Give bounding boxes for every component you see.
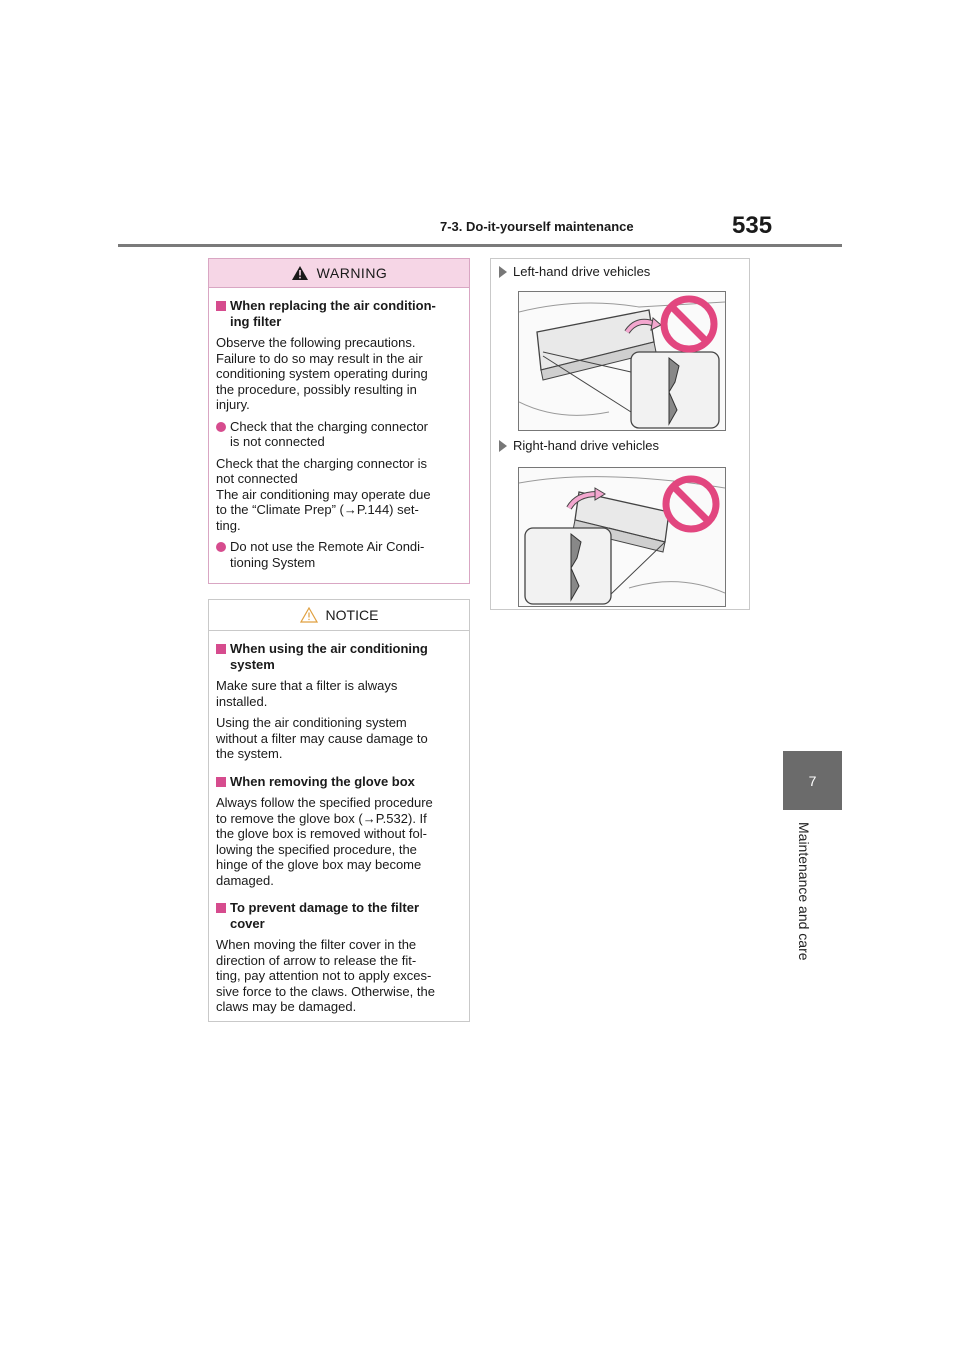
illustration-rhd xyxy=(518,467,726,607)
notice-box xyxy=(208,599,470,1022)
notice-text-1b: Using the air conditioning system without a filter may cause damage to the system. xyxy=(216,715,428,761)
round-bullet-icon xyxy=(216,422,226,432)
warning-box xyxy=(208,258,470,584)
notice-text-3: When moving the filter cover in the direction of arrow to release the fit- ting, pay attention not to apply exces- sive force to the claws. Otherwise, the claws may be damaged. xyxy=(216,937,435,1014)
filter-rhd-drawing xyxy=(519,468,725,606)
notice-triangle-icon xyxy=(300,607,318,623)
notice-header xyxy=(209,600,469,631)
warning-bullet-1-text: Check that the charging connector is not connected The air conditioning may operate due to the “Climate Prep” (→P.144) set- ting. xyxy=(216,455,431,533)
notice-subheading-3: To prevent damage to the filter cover xyxy=(216,900,461,931)
caption-lhd: Left-hand drive vehicles xyxy=(499,264,650,279)
square-bullet-icon xyxy=(216,903,226,913)
page-number: 535 xyxy=(732,212,773,239)
caption-arrow-icon xyxy=(499,266,507,278)
prohibition-icon xyxy=(664,299,714,349)
notice-title: NOTICE xyxy=(325,607,379,623)
warning-bullet-1: Check that the charging connector is not connected xyxy=(216,419,461,450)
chapter-label: Maintenance and care xyxy=(796,822,812,961)
notice-text-1a: Make sure that a filter is always installed. xyxy=(216,678,398,709)
square-bullet-icon xyxy=(216,301,226,311)
prohibition-icon xyxy=(666,479,716,529)
round-bullet-icon xyxy=(216,542,226,552)
warning-title: WARNING xyxy=(316,265,388,281)
illustration-lhd xyxy=(518,291,726,431)
filter-lhd-drawing xyxy=(519,292,725,430)
warning-intro: Observe the following precautions. Failure to do so may result in the air conditioning system operating during the procedure, possibly resulting in injury. xyxy=(216,335,428,412)
warning-bullet-2: Do not use the Remote Air Condi- tioning System xyxy=(216,539,461,570)
warning-subheading: When replacing the air condition- ing filter xyxy=(216,298,461,329)
caption-rhd: Right-hand drive vehicles xyxy=(499,438,659,453)
notice-subheading-2: When removing the glove box xyxy=(216,774,461,790)
figure-box xyxy=(490,258,750,610)
notice-subheading-1: When using the air conditioning system xyxy=(216,641,461,672)
warning-triangle-icon xyxy=(291,265,309,281)
square-bullet-icon xyxy=(216,777,226,787)
section-title: 7-3. Do-it-yourself maintenance xyxy=(440,219,634,234)
header-divider xyxy=(118,244,842,247)
warning-header xyxy=(209,259,469,288)
caption-arrow-icon xyxy=(499,440,507,452)
notice-text-2: Always follow the specified procedure to remove the glove box (→P.532). If the glove box is removed without fol- lowing the specified procedure, the hinge of the glove box may become damaged. xyxy=(216,795,433,888)
square-bullet-icon xyxy=(216,644,226,654)
chapter-tab: 7 xyxy=(783,751,842,810)
